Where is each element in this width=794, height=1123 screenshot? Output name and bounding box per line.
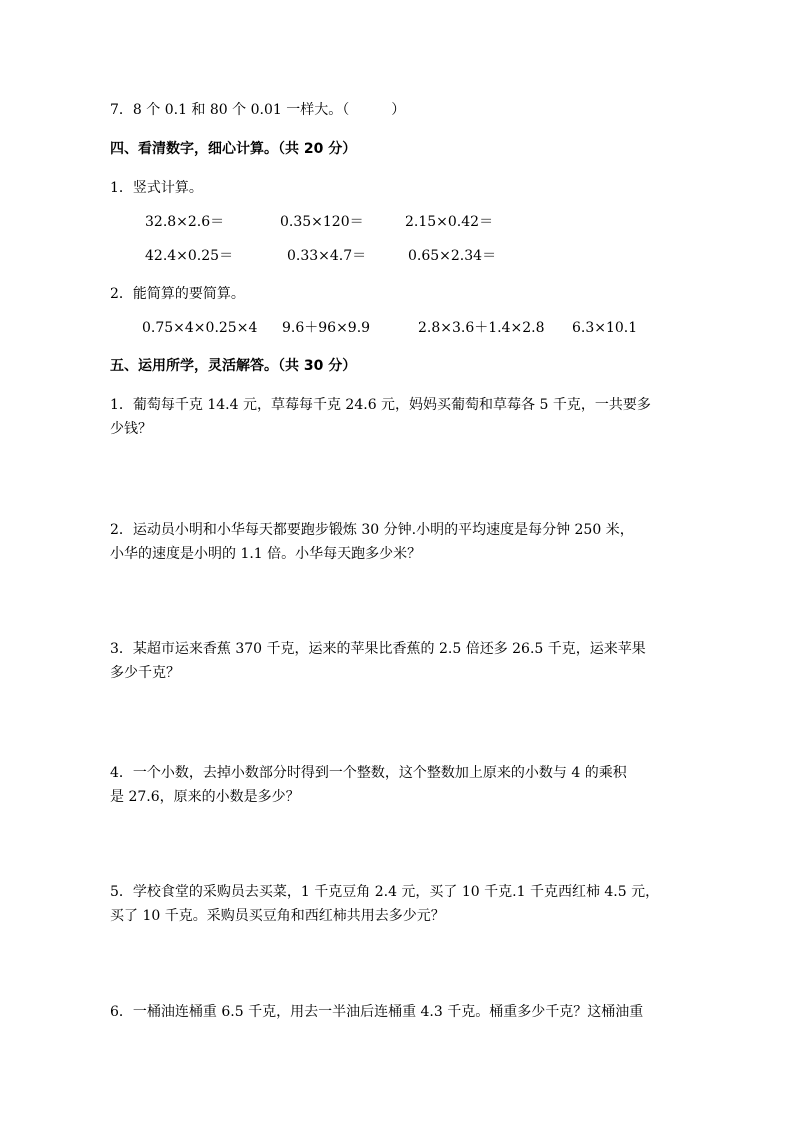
calc-expr: 0.35×120＝ xyxy=(280,214,364,230)
calc-expr: 0.33×4.7＝ xyxy=(287,248,367,264)
section-4-sub-2: 2．能简算的要简算。 xyxy=(110,286,245,302)
problem-line: 5．学校食堂的采购员去买菜，1 千克豆角 2.4 元，买了 10 千克.1 千克西红柿 4.5 元， xyxy=(110,884,660,900)
question-7: 7．8 个 0.1 和 80 个 0.01 一样大。（ ） xyxy=(110,102,406,118)
problem-line: 小华的速度是小明的 1.1 倍。小华每天跑多少米？ xyxy=(110,546,422,562)
problem-line: 多少千克？ xyxy=(110,665,180,681)
section-4-sub-1: 1．竖式计算。 xyxy=(110,180,203,196)
section-4-heading: 四、看清数字，细心计算。（共 20 分） xyxy=(110,141,357,157)
calc-expr: 42.4×0.25＝ xyxy=(145,248,234,264)
problem-line: 6．一桶油连桶重 6.5 千克，用去一半油后连桶重 4.3 千克。桶重多少千克？这桶油重 xyxy=(110,1004,644,1020)
word-problem-5 xyxy=(110,880,700,928)
problem-line: 是 27.6，原来的小数是多少？ xyxy=(110,789,300,805)
problem-line: 1．葡萄每千克 14.4 元，草莓每千克 24.6 元，妈妈买葡萄和草莓各 5 千克，一共要多 xyxy=(110,397,651,413)
word-problem-6 xyxy=(110,1000,700,1024)
word-problem-2 xyxy=(110,518,700,566)
calc-expr: 0.65×2.34＝ xyxy=(408,248,497,264)
section-5-heading: 五、运用所学，灵活解答。（共 30 分） xyxy=(110,358,357,374)
calc-expr: 2.8×3.6＋1.4×2.8 xyxy=(418,320,545,336)
problem-line: 买了 10 千克。采购员买豆角和西红柿共用去多少元？ xyxy=(110,908,445,924)
problem-line: 少钱？ xyxy=(110,421,152,437)
problem-line: 2．运动员小明和小华每天都要跑步锻炼 30 分钟.小明的平均速度是每分钟 250 米， xyxy=(110,522,634,538)
calc-expr: 0.75×4×0.25×4 xyxy=(142,320,258,336)
problem-line: 4．一个小数，去掉小数部分时得到一个整数，这个整数加上原来的小数与 4 的乘积 xyxy=(110,765,627,781)
calc-expr: 2.15×0.42＝ xyxy=(405,214,494,230)
calc-expr: 9.6＋96×9.9 xyxy=(282,320,371,336)
problem-line: 3．某超市运来香蕉 370 千克，运来的苹果比香蕉的 2.5 倍还多 26.5 千克，运来苹果 xyxy=(110,641,646,657)
calc-expr: 6.3×10.1 xyxy=(572,320,638,336)
word-problem-3 xyxy=(110,637,700,685)
calc-expr: 32.8×2.6＝ xyxy=(145,214,225,230)
word-problem-1 xyxy=(110,393,700,441)
word-problem-4 xyxy=(110,761,700,809)
